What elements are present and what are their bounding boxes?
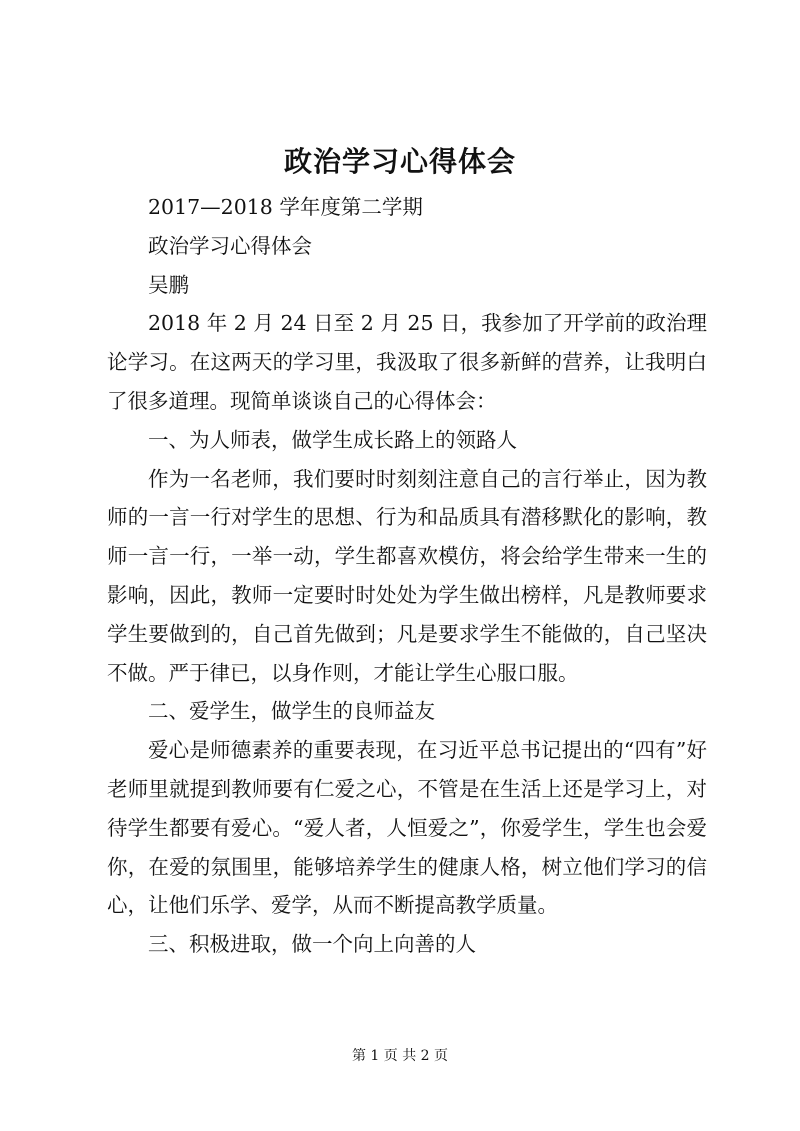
- page-footer: 第 1 页 共 2 页: [351, 1048, 449, 1064]
- section-heading-2: 二、爱学生，做学生的良师益友: [148, 699, 435, 724]
- paragraph-intro: 2018 年 2 月 24 日至 2 月 25 日，我参加了开学前的政治理论学习。在这两天的学习里，我汲取了很多新鲜的营养，让我明白了很多道理。现简单谈谈自己的心得体会：: [107, 311, 707, 413]
- document-title: 政治学习心得体会: [283, 145, 516, 178]
- paragraph-section-2: 爱心是师德素养的重要表现，在习近平总书记提出的“四有”好老师里就提到教师要有仁爱之心，不管是在生活上还是学习上，对待学生都要有爱心。“爱人者，人恒爱之”，你爱学生，学生也会爱你，在爱的氛围里，能够培养学生的健康人格，树立他们学习的信心，让他们乐学、爱学，从而不断提高教学质量。: [107, 738, 707, 918]
- paragraph-section-1: 作为一名老师，我们要时时刻刻注意自己的言行举止，因为教师的一言一行对学生的思想、行为和品质具有潜移默化的影响，教师一言一行，一举一动，学生都喜欢模仿，将会给学生带来一生的影响，因此，教师一定要时时处处为学生做出榜样，凡是教师要求学生要做到的，自己首先做到；凡是要求学生不能做的，自己坚决不做。严于律已，以身作则，才能让学生心服口服。: [107, 466, 707, 685]
- section-heading-3: 三、积极进取，做一个向上向善的人: [148, 932, 476, 957]
- paragraph-subtitle: 政治学习心得体会: [148, 233, 312, 258]
- document-body: [107, 188, 707, 964]
- paragraph-author: 吴鹏: [148, 272, 189, 297]
- section-heading-1: 一、为人师表，做学生成长路上的领路人: [148, 427, 517, 452]
- paragraph-term: 2017—2018 学年度第二学期: [148, 195, 423, 219]
